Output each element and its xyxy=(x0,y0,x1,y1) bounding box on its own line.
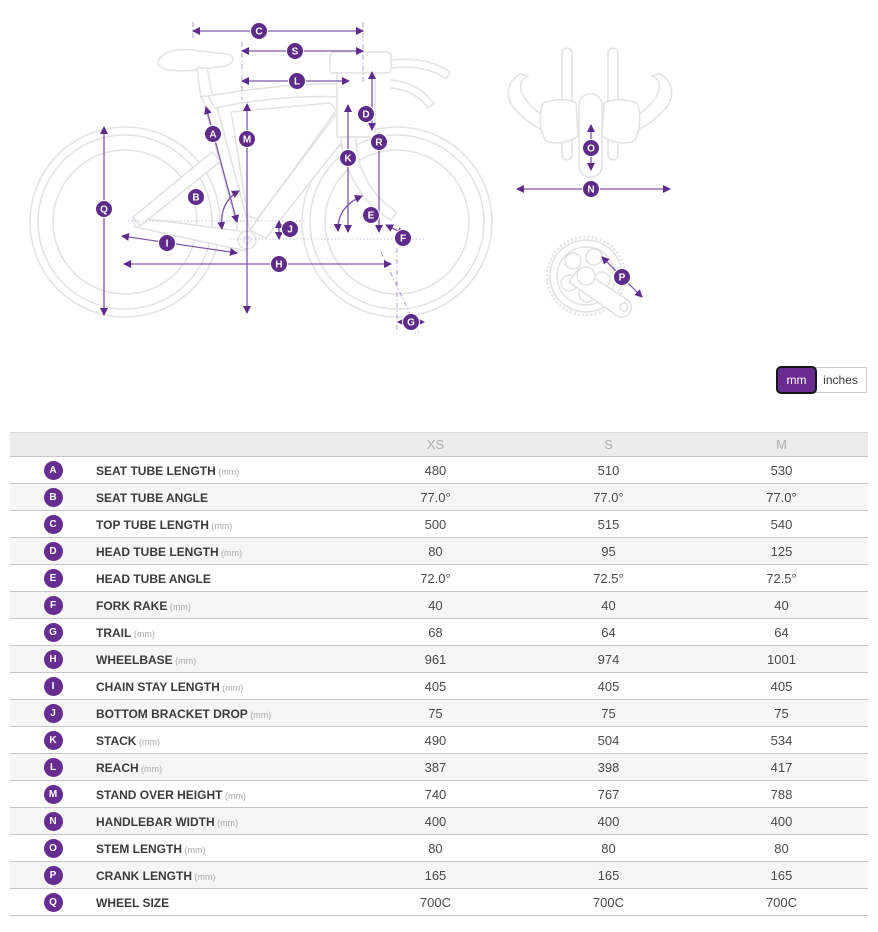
measure-badge-g xyxy=(403,314,420,331)
measurement-label-cell xyxy=(96,835,349,862)
measure-badge-o xyxy=(583,140,600,157)
measurement-value: 740 xyxy=(349,781,522,808)
measurement-value: 80 xyxy=(349,538,522,565)
measurement-label-cell xyxy=(96,457,349,484)
measurement-value: 405 xyxy=(349,673,522,700)
svg-text:J: J xyxy=(287,224,293,236)
size-letter-badge: L xyxy=(44,758,63,777)
measurement-unit: (mm) xyxy=(208,520,233,531)
size-letter-cell xyxy=(10,457,96,484)
table-row xyxy=(10,565,868,592)
measurement-unit: (mm) xyxy=(167,601,191,612)
measurement-value: 515 xyxy=(522,511,695,538)
measurement-label-cell xyxy=(96,565,349,592)
size-header-xs: XS xyxy=(349,433,522,457)
measurement-value: 80 xyxy=(349,835,522,862)
measurement-value: 75 xyxy=(695,700,868,727)
measurement-unit: (mm) xyxy=(218,547,243,558)
size-letter-badge: E xyxy=(44,569,63,588)
measurement-label: WHEELBASE xyxy=(96,652,173,667)
table-row xyxy=(10,754,868,781)
measurement-unit: (mm) xyxy=(219,682,244,693)
measurement-value: 165 xyxy=(349,862,522,889)
measurement-label: FORK RAKE xyxy=(96,598,168,613)
measurement-label: STACK xyxy=(96,733,137,748)
measurement-unit: (mm) xyxy=(136,736,160,747)
measurement-value: 77.0° xyxy=(522,484,695,511)
measurement-label-cell xyxy=(96,808,349,835)
measurement-label-cell xyxy=(96,619,349,646)
table-row xyxy=(10,727,868,754)
svg-text:E: E xyxy=(367,210,375,222)
svg-text:H: H xyxy=(275,259,283,271)
table-row xyxy=(10,538,868,565)
size-letter-cell xyxy=(10,889,96,916)
size-letter-badge: I xyxy=(44,677,63,696)
size-letter-cell xyxy=(10,484,96,511)
measurement-value: 961 xyxy=(349,646,522,673)
measurement-value: 80 xyxy=(522,835,695,862)
size-letter-badge: B xyxy=(44,488,63,507)
svg-text:P: P xyxy=(618,272,626,284)
measurement-label-cell xyxy=(96,646,349,673)
size-letter-badge: J xyxy=(44,704,63,723)
measure-badge-h xyxy=(271,256,288,273)
svg-text:R: R xyxy=(375,137,383,149)
size-letter-cell xyxy=(10,511,96,538)
measurement-value: 1001 xyxy=(695,646,868,673)
header-spacer xyxy=(10,433,96,457)
rear-wheel xyxy=(30,127,220,317)
measure-badge-s xyxy=(287,43,304,60)
measurement-value: 510 xyxy=(522,457,695,484)
measurement-label: CRANK LENGTH xyxy=(96,868,192,883)
measurement-value: 540 xyxy=(695,511,868,538)
measure-badge-l xyxy=(289,73,306,90)
size-letter-cell xyxy=(10,619,96,646)
bike-geometry-diagram xyxy=(0,0,878,350)
measurement-label-cell xyxy=(96,781,349,808)
measurement-unit: (mm) xyxy=(215,466,240,477)
unit-inches-button[interactable]: inches xyxy=(815,367,867,393)
size-letter-cell xyxy=(10,781,96,808)
measurement-value: 400 xyxy=(695,808,868,835)
svg-text:K: K xyxy=(344,153,352,165)
measurement-value: 72.5° xyxy=(522,565,695,592)
measurement-label: CHAIN STAY LENGTH xyxy=(96,679,220,694)
measurement-label: HANDLEBAR WIDTH xyxy=(96,814,215,829)
measurement-value: 788 xyxy=(695,781,868,808)
measurement-value: 64 xyxy=(522,619,695,646)
size-letter-badge: A xyxy=(44,461,63,480)
measurement-label-cell xyxy=(96,727,349,754)
geometry-table-body xyxy=(10,457,868,916)
size-letter-badge: H xyxy=(44,650,63,669)
svg-text:I: I xyxy=(165,238,169,250)
measurement-value: 504 xyxy=(522,727,695,754)
measurement-value: 500 xyxy=(349,511,522,538)
measurement-value: 530 xyxy=(695,457,868,484)
geometry-table-header xyxy=(10,433,868,457)
svg-text:G: G xyxy=(407,317,415,329)
svg-text:B: B xyxy=(192,192,200,204)
measure-badge-j xyxy=(282,221,299,238)
measurement-label: TRAIL xyxy=(96,625,132,640)
measure-badge-k xyxy=(340,150,357,167)
measurement-value: 68 xyxy=(349,619,522,646)
measure-badge-b xyxy=(188,189,205,206)
measurement-value: 405 xyxy=(695,673,868,700)
table-row xyxy=(10,484,868,511)
measurement-value: 40 xyxy=(349,592,522,619)
svg-text:A: A xyxy=(209,129,217,141)
measurement-value: 64 xyxy=(695,619,868,646)
table-row xyxy=(10,511,868,538)
svg-text:L: L xyxy=(293,76,301,88)
svg-text:F: F xyxy=(399,233,407,245)
measurement-label: STEM LENGTH xyxy=(96,841,182,856)
size-letter-cell xyxy=(10,727,96,754)
size-letter-badge: Q xyxy=(44,893,63,912)
size-letter-cell xyxy=(10,700,96,727)
table-row xyxy=(10,781,868,808)
measure-badge-m xyxy=(239,131,256,148)
measurement-unit: (mm) xyxy=(131,628,155,639)
measurement-value: 165 xyxy=(695,862,868,889)
measure-badge-n xyxy=(583,181,600,198)
measure-badge-a xyxy=(205,126,222,143)
measurement-value: 405 xyxy=(522,673,695,700)
measurement-value: 40 xyxy=(695,592,868,619)
table-row xyxy=(10,592,868,619)
measurement-label: BOTTOM BRACKET DROP xyxy=(96,706,248,721)
size-letter-badge: D xyxy=(44,542,63,561)
table-row xyxy=(10,808,868,835)
measurement-label-cell xyxy=(96,484,349,511)
measurement-value: 534 xyxy=(695,727,868,754)
table-row xyxy=(10,862,868,889)
measurement-value: 165 xyxy=(522,862,695,889)
size-letter-badge: N xyxy=(44,812,63,831)
measurement-value: 72.0° xyxy=(349,565,522,592)
measurement-label-cell xyxy=(96,538,349,565)
measurement-value: 417 xyxy=(695,754,868,781)
unit-mm-button[interactable]: mm xyxy=(776,366,817,394)
measurement-unit: (mm) xyxy=(172,655,197,666)
measure-badge-i xyxy=(159,235,176,252)
measurement-value: 387 xyxy=(349,754,522,781)
size-header-s: S xyxy=(522,433,695,457)
size-letter-badge: P xyxy=(44,866,63,885)
size-letter-badge: O xyxy=(44,839,63,858)
measurement-label-cell xyxy=(96,700,349,727)
size-letter-cell xyxy=(10,862,96,889)
table-row xyxy=(10,646,868,673)
measure-badge-r xyxy=(371,134,388,151)
geometry-table xyxy=(10,432,868,916)
size-letter-cell xyxy=(10,808,96,835)
size-letter-cell xyxy=(10,565,96,592)
table-row xyxy=(10,673,868,700)
measurement-unit: (mm) xyxy=(138,763,163,774)
size-letter-cell xyxy=(10,592,96,619)
measurement-value: 700C xyxy=(349,889,522,916)
size-letter-badge: F xyxy=(44,596,63,615)
measurement-value: 75 xyxy=(349,700,522,727)
svg-text:D: D xyxy=(362,109,370,121)
measurement-label: REACH xyxy=(96,760,139,775)
measurement-label: HEAD TUBE LENGTH xyxy=(96,544,219,559)
svg-text:M: M xyxy=(242,134,252,146)
measure-badge-c xyxy=(251,23,268,40)
measurement-label: SEAT TUBE LENGTH xyxy=(96,463,216,478)
measure-badge-f xyxy=(395,230,412,247)
measure-badge-e xyxy=(363,207,380,224)
measurement-value: 490 xyxy=(349,727,522,754)
size-header-m: M xyxy=(695,433,868,457)
measurement-value: 95 xyxy=(522,538,695,565)
measurement-unit: (mm) xyxy=(214,817,239,828)
measurement-label: SEAT TUBE ANGLE xyxy=(96,490,209,505)
measurement-label: STAND OVER HEIGHT xyxy=(96,787,223,802)
svg-text:S: S xyxy=(291,46,299,58)
svg-text:N: N xyxy=(587,184,595,196)
header-spacer xyxy=(96,433,349,457)
measure-badge-p xyxy=(614,269,631,286)
measurement-value: 72.5° xyxy=(695,565,868,592)
table-row xyxy=(10,700,868,727)
measurement-label: TOP TUBE LENGTH xyxy=(96,517,209,532)
measurement-value: 75 xyxy=(522,700,695,727)
measurement-value: 974 xyxy=(522,646,695,673)
measurement-unit: (mm) xyxy=(247,709,272,720)
svg-text:Q: Q xyxy=(100,204,108,216)
svg-text:C: C xyxy=(255,26,263,38)
measurement-label: HEAD TUBE ANGLE xyxy=(96,571,211,586)
measurement-label-cell xyxy=(96,592,349,619)
measurement-label-cell xyxy=(96,754,349,781)
measurement-value: 77.0° xyxy=(349,484,522,511)
measurement-unit: (mm) xyxy=(182,844,206,855)
measurement-value: 400 xyxy=(349,808,522,835)
measurement-value: 400 xyxy=(522,808,695,835)
svg-text:O: O xyxy=(587,143,595,155)
measurement-value: 480 xyxy=(349,457,522,484)
size-letter-cell xyxy=(10,835,96,862)
measurement-value: 125 xyxy=(695,538,868,565)
measure-badge-q xyxy=(96,201,113,218)
measurement-value: 40 xyxy=(522,592,695,619)
measurement-value: 77.0° xyxy=(695,484,868,511)
measurement-label-cell xyxy=(96,673,349,700)
measurement-label-cell xyxy=(96,862,349,889)
size-letter-cell xyxy=(10,538,96,565)
measurement-label-cell xyxy=(96,889,349,916)
measure-badge-d xyxy=(358,106,375,123)
size-letter-badge: K xyxy=(44,731,63,750)
unit-toggle xyxy=(776,366,867,394)
size-letter-badge: M xyxy=(44,785,63,804)
size-letter-badge: G xyxy=(44,623,63,642)
table-row xyxy=(10,835,868,862)
size-letter-cell xyxy=(10,754,96,781)
measurement-label: WHEEL SIZE xyxy=(96,895,170,910)
measurement-unit: (mm) xyxy=(192,871,216,882)
measurement-value: 80 xyxy=(695,835,868,862)
table-row xyxy=(10,457,868,484)
measurement-value: 700C xyxy=(695,889,868,916)
measurement-value: 767 xyxy=(522,781,695,808)
measurement-value: 398 xyxy=(522,754,695,781)
measurement-value: 700C xyxy=(522,889,695,916)
measurement-label-cell xyxy=(96,511,349,538)
handlebar-top-view xyxy=(508,48,671,177)
size-letter-badge: C xyxy=(44,515,63,534)
table-row xyxy=(10,619,868,646)
table-row xyxy=(10,889,868,916)
size-letter-cell xyxy=(10,646,96,673)
measurement-unit: (mm) xyxy=(222,790,246,801)
size-letter-cell xyxy=(10,673,96,700)
